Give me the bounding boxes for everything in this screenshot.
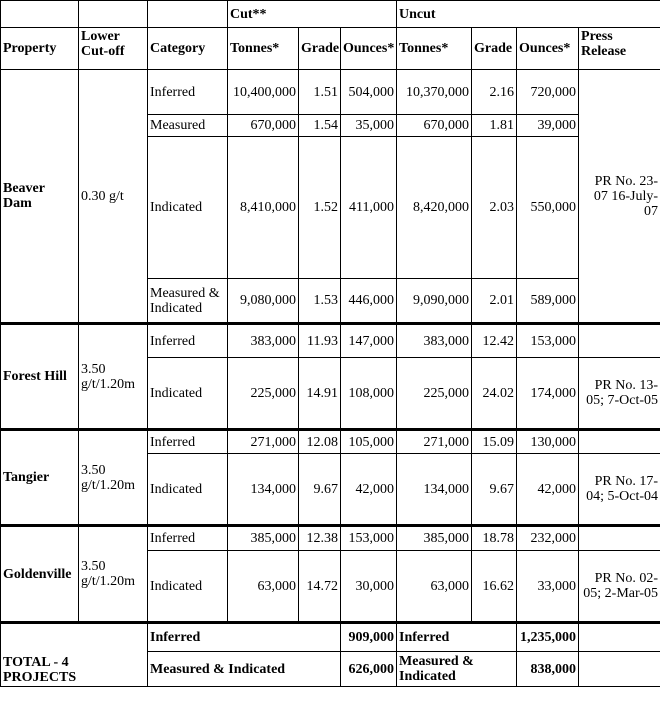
header-grade-cut: Grade — [299, 28, 341, 70]
total-mi-uncut-label: Measured & Indicated — [397, 652, 517, 687]
table-row — [1, 430, 660, 454]
press-release-forest-hill: PR No. 13-05; 7-Oct-05 — [579, 358, 660, 430]
property-tangier: Tangier — [1, 430, 79, 526]
grade-uncut-cell: 15.09 — [472, 430, 517, 454]
grade-cut-cell: 14.72 — [299, 551, 341, 623]
grade-cut-cell: 9.67 — [299, 454, 341, 526]
total-mi-cut-ounces: 626,000 — [341, 652, 397, 687]
ounces-cut-cell: 504,000 — [341, 70, 397, 115]
grade-uncut-cell: 2.16 — [472, 70, 517, 115]
header-property: Property — [1, 28, 79, 70]
column-header-row — [1, 28, 660, 70]
property-beaver-dam: Beaver Dam — [1, 70, 79, 324]
ounces-cut-cell: 35,000 — [341, 115, 397, 137]
category-cell: Inferred — [148, 526, 228, 551]
grade-uncut-cell: 2.01 — [472, 279, 517, 324]
grade-cut-cell: 1.54 — [299, 115, 341, 137]
grade-uncut-cell: 2.03 — [472, 137, 517, 279]
ounces-uncut-cell: 153,000 — [517, 324, 579, 358]
ounces-uncut-cell: 39,000 — [517, 115, 579, 137]
total-inferred-uncut-label: Inferred — [397, 623, 517, 652]
tonnes-cut-cell: 670,000 — [228, 115, 299, 137]
grade-uncut-cell: 16.62 — [472, 551, 517, 623]
group-header-row — [1, 1, 660, 28]
property-goldenville: Goldenville — [1, 526, 79, 623]
tonnes-uncut-cell: 63,000 — [397, 551, 472, 623]
total-inferred-uncut-ounces: 1,235,000 — [517, 623, 579, 652]
ounces-uncut-cell: 42,000 — [517, 454, 579, 526]
cut-group-header: Cut** — [228, 1, 397, 28]
ounces-cut-cell: 42,000 — [341, 454, 397, 526]
ounces-uncut-cell: 130,000 — [517, 430, 579, 454]
tonnes-cut-cell: 134,000 — [228, 454, 299, 526]
header-cutoff: Lower Cut-off — [79, 28, 148, 70]
tonnes-uncut-cell: 225,000 — [397, 358, 472, 430]
tonnes-uncut-cell: 134,000 — [397, 454, 472, 526]
tonnes-cut-cell: 8,410,000 — [228, 137, 299, 279]
ounces-uncut-cell: 720,000 — [517, 70, 579, 115]
tonnes-uncut-cell: 9,090,000 — [397, 279, 472, 324]
grade-cut-cell: 12.38 — [299, 526, 341, 551]
tonnes-cut-cell: 271,000 — [228, 430, 299, 454]
category-cell: Indicated — [148, 358, 228, 430]
category-cell: Inferred — [148, 70, 228, 115]
category-cell: Inferred — [148, 430, 228, 454]
press-release-tangier: PR No. 17-04; 5-Oct-04 — [579, 454, 660, 526]
category-cell: Measured & Indicated — [148, 279, 228, 324]
ounces-cut-cell: 30,000 — [341, 551, 397, 623]
press-release-goldenville: PR No. 02-05; 2-Mar-05 — [579, 551, 660, 623]
header-press-release: Press Release — [579, 28, 660, 70]
category-cell: Inferred — [148, 324, 228, 358]
total-inferred-row — [1, 623, 660, 652]
grade-cut-cell: 1.51 — [299, 70, 341, 115]
grade-uncut-cell: 24.02 — [472, 358, 517, 430]
ounces-uncut-cell: 589,000 — [517, 279, 579, 324]
header-category: Category — [148, 28, 228, 70]
tonnes-uncut-cell: 383,000 — [397, 324, 472, 358]
grade-uncut-cell: 1.81 — [472, 115, 517, 137]
tonnes-uncut-cell: 385,000 — [397, 526, 472, 551]
table-row — [1, 324, 660, 358]
tonnes-cut-cell: 385,000 — [228, 526, 299, 551]
ounces-cut-cell: 446,000 — [341, 279, 397, 324]
ounces-cut-cell: 108,000 — [341, 358, 397, 430]
ounces-uncut-cell: 33,000 — [517, 551, 579, 623]
press-release-beaver-dam: PR No. 23-07 16-July-07 — [579, 70, 660, 324]
tonnes-uncut-cell: 670,000 — [397, 115, 472, 137]
total-inferred-label: Inferred — [148, 623, 341, 652]
grade-cut-cell: 14.91 — [299, 358, 341, 430]
header-tonnes-cut: Tonnes* — [228, 28, 299, 70]
category-cell: Indicated — [148, 551, 228, 623]
tonnes-uncut-cell: 271,000 — [397, 430, 472, 454]
table-row — [1, 526, 660, 551]
grade-cut-cell: 11.93 — [299, 324, 341, 358]
uncut-group-header: Uncut — [397, 1, 660, 28]
tonnes-cut-cell: 383,000 — [228, 324, 299, 358]
total-inferred-cut-ounces: 909,000 — [341, 623, 397, 652]
cutoff-forest-hill: 3.50 g/t/1.20m — [79, 324, 148, 430]
ounces-uncut-cell: 550,000 — [517, 137, 579, 279]
ounces-cut-cell: 411,000 — [341, 137, 397, 279]
cutoff-goldenville: 3.50 g/t/1.20m — [79, 526, 148, 623]
ounces-uncut-cell: 174,000 — [517, 358, 579, 430]
table-row — [1, 70, 660, 115]
category-cell: Measured — [148, 115, 228, 137]
header-tonnes-uncut: Tonnes* — [397, 28, 472, 70]
cutoff-beaver-dam: 0.30 g/t — [79, 70, 148, 324]
total-mi-uncut-ounces: 838,000 — [517, 652, 579, 687]
cutoff-tangier: 3.50 g/t/1.20m — [79, 430, 148, 526]
grade-uncut-cell: 18.78 — [472, 526, 517, 551]
grade-uncut-cell: 9.67 — [472, 454, 517, 526]
total-mi-label: Measured & Indicated — [148, 652, 341, 687]
tonnes-cut-cell: 225,000 — [228, 358, 299, 430]
header-ounces-cut: Ounces* — [341, 28, 397, 70]
header-ounces-uncut: Ounces* — [517, 28, 579, 70]
tonnes-uncut-cell: 8,420,000 — [397, 137, 472, 279]
header-grade-uncut: Grade — [472, 28, 517, 70]
ounces-uncut-cell: 232,000 — [517, 526, 579, 551]
grade-uncut-cell: 12.42 — [472, 324, 517, 358]
grade-cut-cell: 12.08 — [299, 430, 341, 454]
category-cell: Indicated — [148, 137, 228, 279]
ounces-cut-cell: 147,000 — [341, 324, 397, 358]
tonnes-uncut-cell: 10,370,000 — [397, 70, 472, 115]
grade-cut-cell: 1.53 — [299, 279, 341, 324]
grade-cut-cell: 1.52 — [299, 137, 341, 279]
tonnes-cut-cell: 63,000 — [228, 551, 299, 623]
property-forest-hill: Forest Hill — [1, 324, 79, 430]
category-cell: Indicated — [148, 454, 228, 526]
tonnes-cut-cell: 10,400,000 — [228, 70, 299, 115]
ounces-cut-cell: 153,000 — [341, 526, 397, 551]
tonnes-cut-cell: 9,080,000 — [228, 279, 299, 324]
ounces-cut-cell: 105,000 — [341, 430, 397, 454]
total-label: TOTAL - 4 PROJECTS — [1, 623, 148, 687]
